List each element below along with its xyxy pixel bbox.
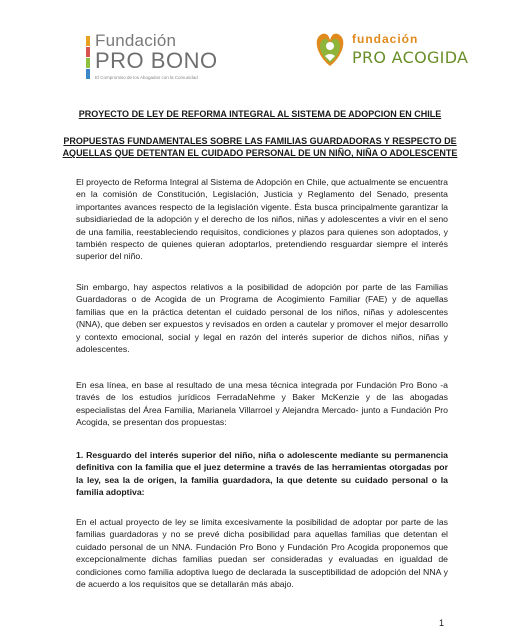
fundacion-pro-bono-logo bbox=[86, 30, 236, 82]
document-subtitle: PROPUESTAS FUNDAMENTALES SOBRE LAS FAMILIAS GUARDADORAS Y RESPECTO DE AQUELLAS QUE DETENTAN EL CUIDADO PERSONAL DE UN NIÑO, NIÑA O ADOLESCENTE bbox=[62, 136, 458, 158]
page-number: 1 bbox=[438, 618, 444, 628]
logo-left-line1: Fundación bbox=[95, 31, 177, 50]
logo-color-bars bbox=[86, 36, 90, 80]
proposal-heading-1: 1. Resguardo del interés superior del niño, niña o adolescente mediante su permanencia definitiva con la familia que el juez determine a través de las herramientas otorgadas por la ley, sea la de origen, la familia guardadora, la que detente su cuidado personal o la familia adoptiva: bbox=[76, 450, 448, 498]
logo-right-line1: fundación bbox=[352, 32, 419, 46]
family-hands-icon bbox=[312, 26, 348, 70]
document-title: PROYECTO DE LEY DE REFORMA INTEGRAL AL SISTEMA DE ADOPCION EN CHILE bbox=[78, 109, 442, 119]
paragraph-2: Sin embargo, hay aspectos relativos a la posibilidad de adopción por parte de las Familias Guardadoras o de Acogida de un Programa de Acogimiento Familiar (FAE) y de aquellas familias que en la práctica detentan el cuidado personal de los niños, niñas y adolescentes (NNA), que deben ser expuestos y revisados en orden a cautelar y promover el mejor desarrollo y contexto emocional, social y legal en razón del interés superior de dichos niños, niñas y adolescentes. bbox=[76, 282, 448, 355]
logo-left-line2: PRO BONO bbox=[95, 48, 218, 73]
logo-left-tagline: El Compromiso de los Abogados con la Comunidad bbox=[95, 75, 198, 80]
paragraph-4: En el actual proyecto de ley se limita excesivamente la posibilidad de adoptar por parte de las familias guardadoras y no se prevé dicha posibilidad para aquellas familias que detentan el cuidado personal de un NNA. Fundación Pro Bono y Fundación Pro Acogida proponemos que excepcionalmente dichas familias puedan ser consideradas y evaluadas en igualdad de condiciones como familia adoptiva luego de declarada la susceptibilidad de adopción del NNA y de acuerdo a los requisitos que se detallarán más abajo. bbox=[76, 517, 448, 590]
fundacion-pro-acogida-logo bbox=[312, 26, 469, 78]
logo-right-line2: PRO ACOGIDA bbox=[352, 48, 469, 67]
paragraph-3: En esa línea, en base al resultado de una mesa técnica integrada por Fundación Pro Bono -a través de los estudios jurídicos FerradaNehme y Baker McKenzie y de las abogadas especialistas del Área Familia, Marianela Villarroel y Alejandra Mercado- junto a Fundación Pro Acogida, se presentan dos propuestas: bbox=[76, 380, 448, 428]
paragraph-1: El proyecto de Reforma Integral al Sistema de Adopción en Chile, que actualmente se encuentra en la comisión de Constitución, Legislación, Justicia y Reglamento del Senado, presenta importantes avances respecto de la legislación vigente. Ésta busca principalmente garantizar la subsidiariedad de la adopción y el derecho de los niños, niñas y adolescentes a vivir en el seno de una familia, reestableciendo requisitos, condiciones y plazos para quienes son adoptados, y también respecto de quienes quieran adoptarlos, pretendiendo resguardar siempre el interés superior del niño. bbox=[76, 177, 448, 262]
